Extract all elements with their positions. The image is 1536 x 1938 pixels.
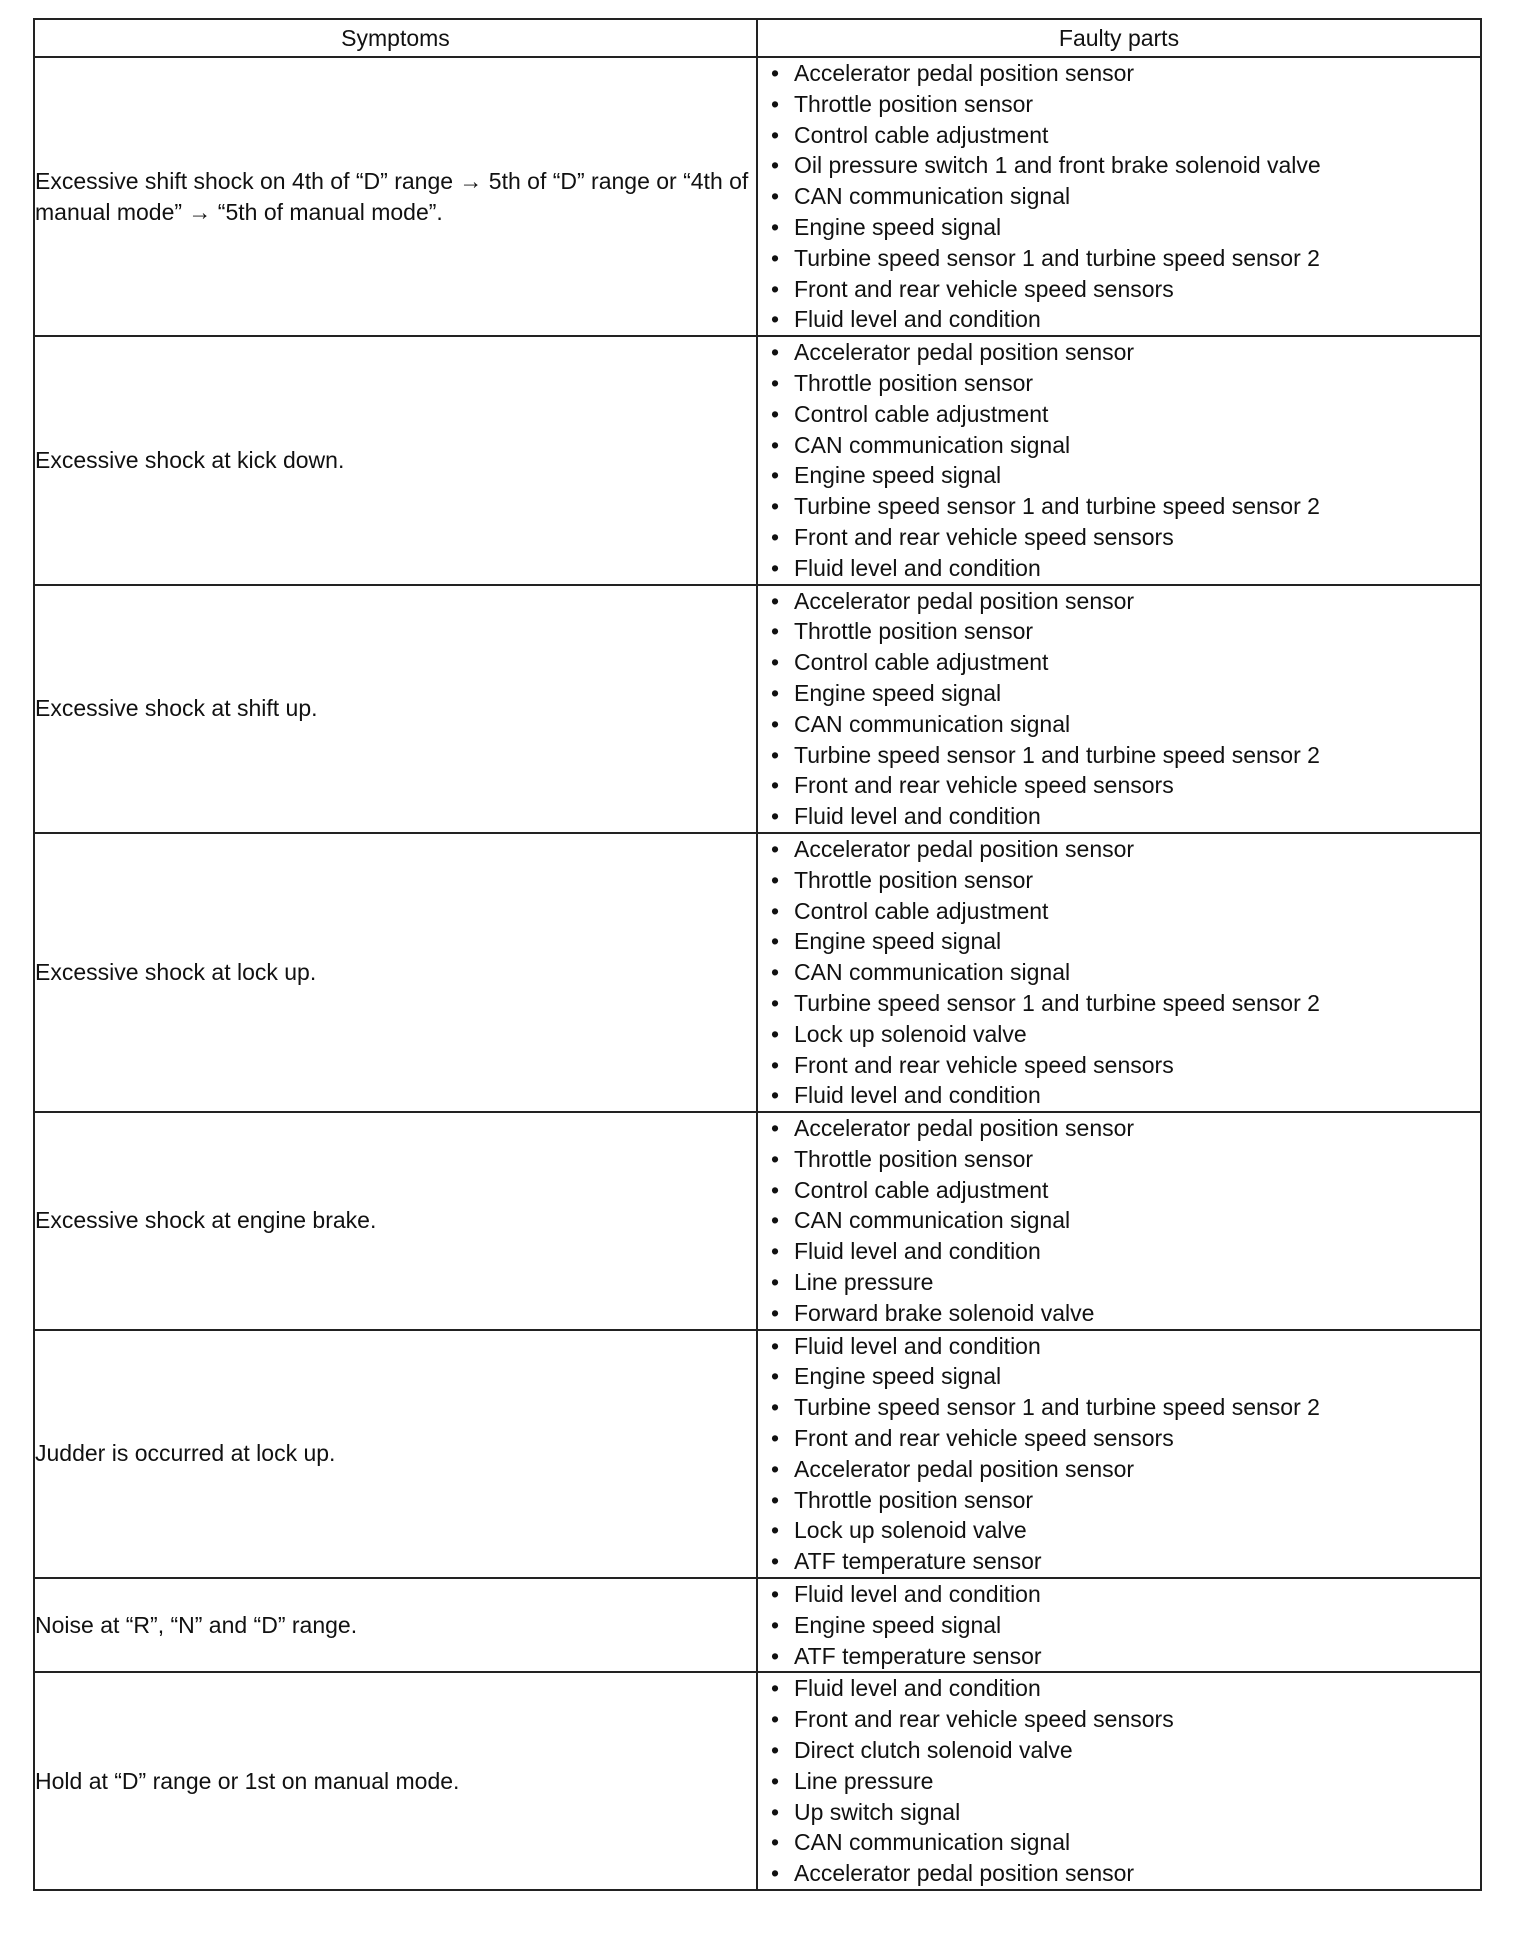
list-item: • Front and rear vehicle speed sensors [768,1050,1480,1081]
list-item: • Engine speed signal [768,678,1480,709]
list-item: • Throttle position sensor [768,616,1480,647]
table-row [34,1112,1481,1330]
list-item: • Fluid level and condition [768,304,1480,335]
list-item: • Oil pressure switch 1 and front brake solenoid valve [768,150,1480,181]
list-item: • Throttle position sensor [768,865,1480,896]
faulty-parts-cell [757,336,1481,584]
faulty-parts-cell [757,57,1481,336]
list-item: • Engine speed signal [768,212,1480,243]
list-item: • Accelerator pedal position sensor [768,1454,1480,1485]
list-item: • Direct clutch solenoid valve [768,1735,1480,1766]
list-item: • Accelerator pedal position sensor [768,586,1480,617]
faulty-parts-cell [757,833,1481,1112]
symptom-cell: Excessive shock at kick down. [34,336,757,584]
list-item: • ATF temperature sensor [768,1641,1480,1672]
list-item: • Engine speed signal [768,926,1480,957]
faulty-parts-list [758,1331,1480,1577]
list-item: • Fluid level and condition [768,1331,1480,1362]
faulty-parts-cell [757,1672,1481,1890]
list-item: • Throttle position sensor [768,1144,1480,1175]
faulty-parts-list [758,1673,1480,1889]
list-item: • Line pressure [768,1267,1480,1298]
symptom-cell: Excessive shift shock on 4th of “D” range → 5th of “D” range or “4th of manual mode” → “5th of manual mode”. [34,57,757,336]
list-item: • Accelerator pedal position sensor [768,337,1480,368]
list-item: • Front and rear vehicle speed sensors [768,522,1480,553]
faulty-parts-list [758,1579,1480,1671]
list-item: • Turbine speed sensor 1 and turbine speed sensor 2 [768,243,1480,274]
list-item: • Fluid level and condition [768,1673,1480,1704]
list-item: • Up switch signal [768,1797,1480,1828]
symptoms-column-header: Symptoms [34,19,757,57]
symptom-cell: Noise at “R”, “N” and “D” range. [34,1578,757,1672]
symptom-cell: Excessive shock at engine brake. [34,1112,757,1330]
list-item: • Accelerator pedal position sensor [768,1113,1480,1144]
faulty-parts-cell [757,1578,1481,1672]
faulty-parts-list [758,834,1480,1111]
faulty-parts-list [758,58,1480,335]
list-item: • ATF temperature sensor [768,1546,1480,1577]
diagnosis-table [33,18,1482,1891]
list-item: • Turbine speed sensor 1 and turbine speed sensor 2 [768,988,1480,1019]
list-item: • Control cable adjustment [768,647,1480,678]
table-row [34,336,1481,584]
list-item: • Fluid level and condition [768,553,1480,584]
list-item: • Fluid level and condition [768,1579,1480,1610]
list-item: • Lock up solenoid valve [768,1515,1480,1546]
list-item: • Control cable adjustment [768,896,1480,927]
list-item: • Engine speed signal [768,1610,1480,1641]
list-item: • Front and rear vehicle speed sensors [768,770,1480,801]
table-row [34,1578,1481,1672]
list-item: • Accelerator pedal position sensor [768,834,1480,865]
faulty-parts-column-header: Faulty parts [757,19,1481,57]
list-item: • Throttle position sensor [768,368,1480,399]
list-item: • CAN communication signal [768,1205,1480,1236]
faulty-parts-list [758,1113,1480,1329]
faulty-parts-list [758,586,1480,832]
list-item: • Control cable adjustment [768,1175,1480,1206]
table-body [34,57,1481,1890]
list-item: • Front and rear vehicle speed sensors [768,274,1480,305]
list-item: • Throttle position sensor [768,89,1480,120]
list-item: • Accelerator pedal position sensor [768,1858,1480,1889]
header-row [34,19,1481,57]
list-item: • Lock up solenoid valve [768,1019,1480,1050]
faulty-parts-cell [757,1112,1481,1330]
symptom-cell: Hold at “D” range or 1st on manual mode. [34,1672,757,1890]
list-item: • Fluid level and condition [768,1080,1480,1111]
list-item: • CAN communication signal [768,1827,1480,1858]
faulty-parts-cell [757,1330,1481,1578]
list-item: • Turbine speed sensor 1 and turbine speed sensor 2 [768,740,1480,771]
list-item: • CAN communication signal [768,709,1480,740]
list-item: • Control cable adjustment [768,399,1480,430]
table-row [34,585,1481,833]
list-item: • Line pressure [768,1766,1480,1797]
list-item: • Front and rear vehicle speed sensors [768,1704,1480,1735]
list-item: • Fluid level and condition [768,801,1480,832]
table-row [34,57,1481,336]
faulty-parts-list [758,337,1480,583]
list-item: • Turbine speed sensor 1 and turbine speed sensor 2 [768,491,1480,522]
table-row [34,833,1481,1112]
list-item: • Throttle position sensor [768,1485,1480,1516]
symptom-cell: Excessive shock at shift up. [34,585,757,833]
list-item: • Fluid level and condition [768,1236,1480,1267]
symptom-cell: Excessive shock at lock up. [34,833,757,1112]
list-item: • CAN communication signal [768,957,1480,988]
faulty-parts-cell [757,585,1481,833]
list-item: • Turbine speed sensor 1 and turbine speed sensor 2 [768,1392,1480,1423]
list-item: • Control cable adjustment [768,120,1480,151]
list-item: • CAN communication signal [768,181,1480,212]
table-row [34,1672,1481,1890]
list-item: • Forward brake solenoid valve [768,1298,1480,1329]
symptom-cell: Judder is occurred at lock up. [34,1330,757,1578]
table-row [34,1330,1481,1578]
list-item: • CAN communication signal [768,430,1480,461]
list-item: • Engine speed signal [768,460,1480,491]
list-item: • Engine speed signal [768,1361,1480,1392]
list-item: • Front and rear vehicle speed sensors [768,1423,1480,1454]
list-item: • Accelerator pedal position sensor [768,58,1480,89]
